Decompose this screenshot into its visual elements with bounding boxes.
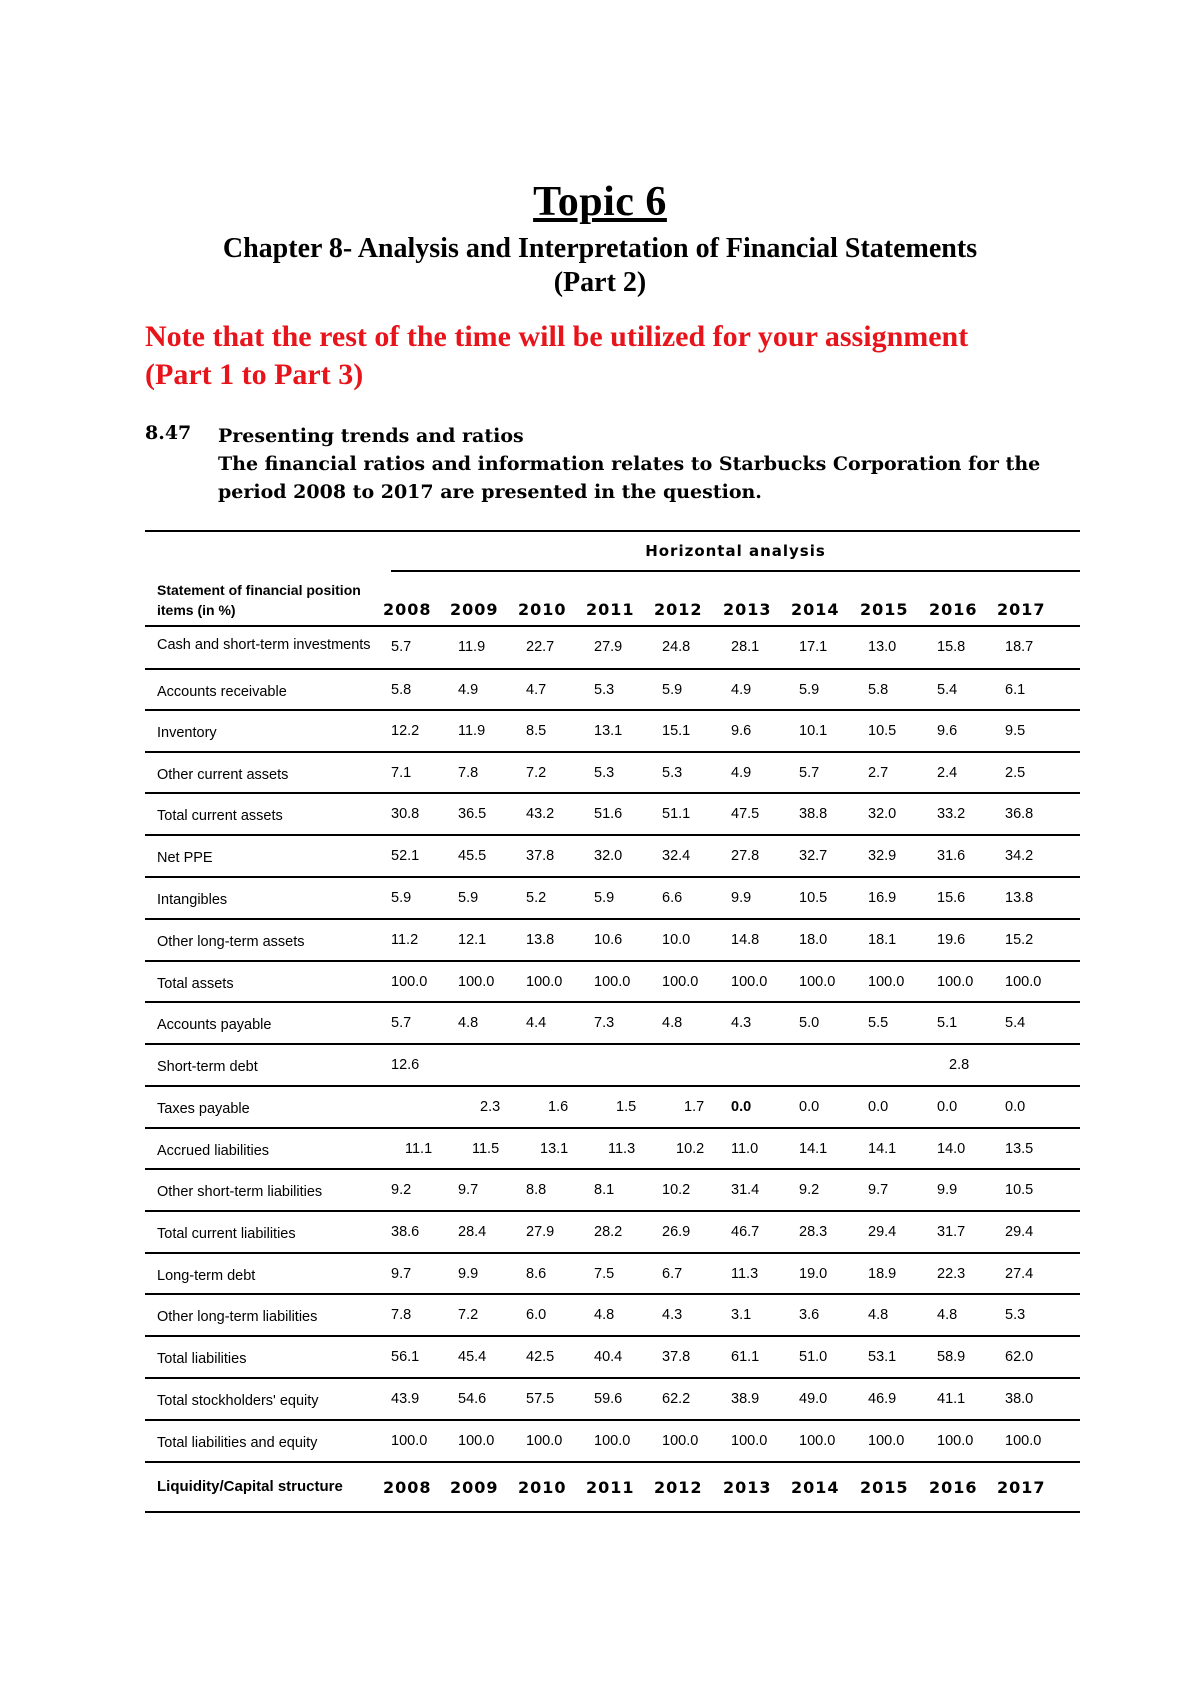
cell-inventory-2014: 10.1 [799, 723, 828, 739]
cell-total-liabilities-2015: 53.1 [868, 1349, 897, 1365]
cell-intangibles-2017: 13.8 [1005, 890, 1034, 906]
row-label: Net PPE [157, 850, 213, 866]
cell-accounts-payable-2008: 5.7 [391, 1015, 412, 1031]
cell-total-liabilities-and-equity-2016: 100.0 [937, 1433, 974, 1449]
cell-accounts-receivable-2017: 6.1 [1005, 682, 1026, 698]
row-label: Taxes payable [157, 1101, 250, 1117]
cell-intangibles-2008: 5.9 [391, 890, 412, 906]
row-label: Total current assets [157, 808, 283, 824]
cell-other-long-term-assets-2011: 10.6 [594, 932, 623, 948]
row-rule [145, 1085, 1080, 1087]
row-rule [145, 1043, 1080, 1045]
cell-total-assets-2014: 100.0 [799, 974, 836, 990]
footer-year-2010: 2010 [518, 1478, 567, 1497]
cell-inventory-2017: 9.5 [1005, 723, 1026, 739]
cell-total-current-liabilities-2010: 27.9 [526, 1224, 555, 1240]
cell-total-assets-2011: 100.0 [594, 974, 631, 990]
page-title: Topic 6 [533, 179, 667, 225]
cell-cash-and-short-term-investments-2012: 24.8 [662, 639, 691, 655]
cell-total-assets-2010: 100.0 [526, 974, 563, 990]
cell-cash-and-short-term-investments-2009: 11.9 [458, 639, 486, 655]
cell-total-current-liabilities-2016: 31.7 [937, 1224, 966, 1240]
cell-total-stockholders-equity-2013: 38.9 [731, 1391, 760, 1407]
cell-other-long-term-liabilities-2017: 5.3 [1005, 1307, 1026, 1323]
cell-intangibles-2013: 9.9 [731, 890, 752, 906]
note-line-2: (Part 1 to Part 3) [145, 358, 364, 391]
cell-accounts-receivable-2015: 5.8 [868, 682, 889, 698]
table-top-rule [145, 530, 1080, 532]
cell-taxes-payable-2009: 2.3 [480, 1099, 501, 1115]
cell-other-short-term-liabilities-2016: 9.9 [937, 1182, 958, 1198]
row-label: Total stockholders' equity [157, 1393, 319, 1409]
cell-total-stockholders-equity-2008: 43.9 [391, 1391, 420, 1407]
cell-long-term-debt-2008: 9.7 [391, 1266, 412, 1282]
cell-other-current-assets-2009: 7.8 [458, 765, 479, 781]
cell-accrued-liabilities-2014: 14.1 [799, 1141, 828, 1157]
cell-net-ppe-2015: 32.9 [868, 848, 897, 864]
cell-total-liabilities-and-equity-2015: 100.0 [868, 1433, 905, 1449]
cell-inventory-2008: 12.2 [391, 723, 420, 739]
cell-net-ppe-2009: 45.5 [458, 848, 487, 864]
cell-other-short-term-liabilities-2015: 9.7 [868, 1182, 889, 1198]
cell-total-liabilities-and-equity-2013: 100.0 [731, 1433, 768, 1449]
row-label: Cash and short-term investments [157, 637, 371, 653]
year-header-2010: 2010 [518, 600, 567, 619]
cell-cash-and-short-term-investments-2014: 17.1 [799, 639, 828, 655]
row-header: Statement of financial position items (in %) [157, 582, 361, 618]
cell-total-current-assets-2009: 36.5 [458, 806, 487, 822]
row-rule [145, 709, 1080, 711]
cell-other-long-term-assets-2017: 15.2 [1005, 932, 1034, 948]
cell-taxes-payable-2010: 1.6 [548, 1099, 569, 1115]
cell-other-long-term-liabilities-2010: 6.0 [526, 1307, 547, 1323]
cell-long-term-debt-2009: 9.9 [458, 1266, 479, 1282]
cell-total-liabilities-and-equity-2012: 100.0 [662, 1433, 699, 1449]
cell-other-long-term-assets-2008: 11.2 [391, 932, 419, 948]
cell-total-liabilities-2010: 42.5 [526, 1349, 555, 1365]
row-rule [145, 1210, 1080, 1212]
question-body [218, 422, 1098, 506]
cell-accounts-receivable-2011: 5.3 [594, 682, 615, 698]
cell-accrued-liabilities-2011: 11.3 [608, 1141, 636, 1157]
year-header-2017: 2017 [997, 600, 1046, 619]
cell-total-current-liabilities-2012: 26.9 [662, 1224, 691, 1240]
cell-total-current-liabilities-2015: 29.4 [868, 1224, 897, 1240]
cell-other-short-term-liabilities-2013: 31.4 [731, 1182, 760, 1198]
row-label: Total liabilities and equity [157, 1435, 318, 1451]
cell-long-term-debt-2016: 22.3 [937, 1266, 966, 1282]
year-header-2008: 2008 [383, 600, 432, 619]
cell-accrued-liabilities-2017: 13.5 [1005, 1141, 1034, 1157]
cell-other-long-term-assets-2014: 18.0 [799, 932, 828, 948]
cell-other-long-term-liabilities-2012: 4.3 [662, 1307, 683, 1323]
row-rule [145, 1377, 1080, 1379]
cell-intangibles-2014: 10.5 [799, 890, 828, 906]
cell-total-assets-2008: 100.0 [391, 974, 428, 990]
cell-accounts-payable-2011: 7.3 [594, 1015, 615, 1031]
cell-intangibles-2011: 5.9 [594, 890, 615, 906]
row-rule [145, 1001, 1080, 1003]
cell-taxes-payable-2015: 0.0 [868, 1099, 889, 1115]
cell-other-long-term-assets-2012: 10.0 [662, 932, 691, 948]
subtitle-line-2: (Part 2) [553, 267, 647, 298]
cell-total-current-assets-2010: 43.2 [526, 806, 555, 822]
cell-other-short-term-liabilities-2008: 9.2 [391, 1182, 412, 1198]
cell-cash-and-short-term-investments-2013: 28.1 [731, 639, 760, 655]
cell-total-current-assets-2014: 38.8 [799, 806, 828, 822]
footer-year-2011: 2011 [586, 1478, 635, 1497]
cell-accrued-liabilities-2009: 11.5 [472, 1141, 500, 1157]
cell-intangibles-2009: 5.9 [458, 890, 479, 906]
cell-long-term-debt-2015: 18.9 [868, 1266, 897, 1282]
question-heading: Presenting trends and ratios [218, 425, 524, 447]
row-rule [145, 918, 1080, 920]
cell-short-term-debt-2016: 2.8 [949, 1057, 970, 1073]
cell-long-term-debt-2010: 8.6 [526, 1266, 547, 1282]
cell-total-stockholders-equity-2016: 41.1 [937, 1391, 966, 1407]
cell-intangibles-2016: 15.6 [937, 890, 966, 906]
cell-other-current-assets-2011: 5.3 [594, 765, 615, 781]
footer-label: Liquidity/Capital structure [157, 1478, 343, 1495]
group-header-rule [391, 570, 1080, 572]
row-label: Total current liabilities [157, 1226, 296, 1242]
question-text-line-1: The financial ratios and information relates to Starbucks Corporation for the [218, 453, 1041, 475]
subtitle-line-1: Chapter 8- Analysis and Interpretation of Financial Statements [222, 233, 978, 264]
cell-accrued-liabilities-2008: 11.1 [405, 1141, 433, 1157]
cell-total-liabilities-2013: 61.1 [731, 1349, 760, 1365]
cell-other-long-term-liabilities-2011: 4.8 [594, 1307, 615, 1323]
cell-total-liabilities-2017: 62.0 [1005, 1349, 1034, 1365]
cell-accrued-liabilities-2010: 13.1 [540, 1141, 569, 1157]
cell-other-short-term-liabilities-2017: 10.5 [1005, 1182, 1034, 1198]
cell-cash-and-short-term-investments-2008: 5.7 [391, 639, 412, 655]
cell-net-ppe-2008: 52.1 [391, 848, 420, 864]
cell-total-current-liabilities-2017: 29.4 [1005, 1224, 1034, 1240]
row-label: Other long-term liabilities [157, 1309, 318, 1325]
cell-other-current-assets-2013: 4.9 [731, 765, 752, 781]
cell-other-long-term-liabilities-2016: 4.8 [937, 1307, 958, 1323]
question-text-line-2: period 2008 to 2017 are presented in the question. [218, 481, 762, 503]
cell-inventory-2016: 9.6 [937, 723, 958, 739]
row-label: Other long-term assets [157, 934, 305, 950]
question-number: 8.47 [145, 422, 192, 444]
cell-total-stockholders-equity-2014: 49.0 [799, 1391, 828, 1407]
cell-total-liabilities-2008: 56.1 [391, 1349, 420, 1365]
cell-total-stockholders-equity-2015: 46.9 [868, 1391, 897, 1407]
cell-other-current-assets-2017: 2.5 [1005, 765, 1026, 781]
cell-total-liabilities-2011: 40.4 [594, 1349, 623, 1365]
row-rule [145, 960, 1080, 962]
row-rule [145, 1252, 1080, 1254]
cell-other-long-term-assets-2016: 19.6 [937, 932, 966, 948]
cell-cash-and-short-term-investments-2015: 13.0 [868, 639, 897, 655]
cell-net-ppe-2010: 37.8 [526, 848, 555, 864]
footer-year-2017: 2017 [997, 1478, 1046, 1497]
cell-other-current-assets-2010: 7.2 [526, 765, 547, 781]
row-rule [145, 1419, 1080, 1421]
cell-total-liabilities-2012: 37.8 [662, 1349, 691, 1365]
cell-total-current-assets-2013: 47.5 [731, 806, 760, 822]
cell-total-liabilities-and-equity-2008: 100.0 [391, 1433, 428, 1449]
cell-long-term-debt-2017: 27.4 [1005, 1266, 1034, 1282]
cell-total-assets-2015: 100.0 [868, 974, 905, 990]
cell-long-term-debt-2013: 11.3 [731, 1266, 759, 1282]
row-rule [145, 1168, 1080, 1170]
cell-accounts-receivable-2013: 4.9 [731, 682, 752, 698]
cell-total-current-assets-2016: 33.2 [937, 806, 966, 822]
cell-total-stockholders-equity-2010: 57.5 [526, 1391, 555, 1407]
cell-intangibles-2015: 16.9 [868, 890, 897, 906]
cell-taxes-payable-2012: 1.7 [684, 1099, 705, 1115]
cell-other-long-term-liabilities-2015: 4.8 [868, 1307, 889, 1323]
table-bottom-rule [145, 1511, 1080, 1513]
year-header-2011: 2011 [586, 600, 635, 619]
cell-total-current-liabilities-2009: 28.4 [458, 1224, 487, 1240]
chapter-subtitle [0, 232, 1200, 300]
cell-total-liabilities-and-equity-2011: 100.0 [594, 1433, 631, 1449]
row-rule [145, 1461, 1080, 1463]
cell-accrued-liabilities-2012: 10.2 [676, 1141, 705, 1157]
cell-other-current-assets-2008: 7.1 [391, 765, 412, 781]
cell-other-long-term-liabilities-2013: 3.1 [731, 1307, 752, 1323]
row-label: Long-term debt [157, 1268, 256, 1284]
cell-accounts-payable-2017: 5.4 [1005, 1015, 1026, 1031]
row-label: Intangibles [157, 892, 228, 908]
cell-inventory-2013: 9.6 [731, 723, 752, 739]
cell-other-current-assets-2012: 5.3 [662, 765, 683, 781]
header-rule [145, 625, 1080, 627]
cell-other-short-term-liabilities-2009: 9.7 [458, 1182, 479, 1198]
cell-accrued-liabilities-2013: 11.0 [731, 1141, 759, 1157]
cell-inventory-2011: 13.1 [594, 723, 623, 739]
cell-other-short-term-liabilities-2010: 8.8 [526, 1182, 547, 1198]
cell-accounts-payable-2013: 4.3 [731, 1015, 752, 1031]
cell-other-long-term-assets-2010: 13.8 [526, 932, 555, 948]
row-rule [145, 1127, 1080, 1129]
footer-year-2008: 2008 [383, 1478, 432, 1497]
row-rule [145, 876, 1080, 878]
footer-year-2013: 2013 [723, 1478, 772, 1497]
cell-inventory-2010: 8.5 [526, 723, 547, 739]
cell-other-long-term-assets-2009: 12.1 [458, 932, 487, 948]
cell-taxes-payable-2013: 0.0 [731, 1099, 752, 1115]
cell-accounts-payable-2016: 5.1 [937, 1015, 958, 1031]
footer-year-2012: 2012 [654, 1478, 703, 1497]
cell-total-current-liabilities-2013: 46.7 [731, 1224, 760, 1240]
cell-net-ppe-2016: 31.6 [937, 848, 966, 864]
footer-year-2015: 2015 [860, 1478, 909, 1497]
row-rule [145, 1335, 1080, 1337]
cell-accounts-receivable-2014: 5.9 [799, 682, 820, 698]
cell-other-short-term-liabilities-2011: 8.1 [594, 1182, 615, 1198]
year-header-2009: 2009 [450, 600, 499, 619]
cell-total-current-assets-2012: 51.1 [662, 806, 691, 822]
cell-accounts-receivable-2012: 5.9 [662, 682, 683, 698]
group-header: Horizontal analysis [645, 542, 826, 560]
row-rule [145, 1293, 1080, 1295]
cell-total-stockholders-equity-2012: 62.2 [662, 1391, 691, 1407]
cell-other-current-assets-2015: 2.7 [868, 765, 889, 781]
cell-short-term-debt-2008: 12.6 [391, 1057, 420, 1073]
cell-other-current-assets-2016: 2.4 [937, 765, 958, 781]
row-rule [145, 668, 1080, 670]
cell-total-liabilities-2009: 45.4 [458, 1349, 487, 1365]
year-header-2012: 2012 [654, 600, 703, 619]
cell-accrued-liabilities-2016: 14.0 [937, 1141, 966, 1157]
cell-total-assets-2017: 100.0 [1005, 974, 1042, 990]
cell-total-current-liabilities-2008: 38.6 [391, 1224, 420, 1240]
cell-net-ppe-2017: 34.2 [1005, 848, 1034, 864]
cell-other-short-term-liabilities-2012: 10.2 [662, 1182, 691, 1198]
cell-total-current-assets-2011: 51.6 [594, 806, 623, 822]
row-label: Other short-term liabilities [157, 1184, 323, 1200]
cell-other-short-term-liabilities-2014: 9.2 [799, 1182, 820, 1198]
cell-long-term-debt-2012: 6.7 [662, 1266, 683, 1282]
footer-year-2016: 2016 [929, 1478, 978, 1497]
cell-total-stockholders-equity-2011: 59.6 [594, 1391, 623, 1407]
year-header-2015: 2015 [860, 600, 909, 619]
cell-total-liabilities-and-equity-2009: 100.0 [458, 1433, 495, 1449]
cell-total-liabilities-and-equity-2014: 100.0 [799, 1433, 836, 1449]
cell-taxes-payable-2011: 1.5 [616, 1099, 637, 1115]
cell-total-current-liabilities-2011: 28.2 [594, 1224, 623, 1240]
row-label: Other current assets [157, 767, 289, 783]
cell-accounts-receivable-2010: 4.7 [526, 682, 547, 698]
cell-inventory-2015: 10.5 [868, 723, 897, 739]
cell-total-current-assets-2008: 30.8 [391, 806, 420, 822]
cell-accounts-payable-2012: 4.8 [662, 1015, 683, 1031]
row-label: Accounts receivable [157, 684, 287, 700]
row-rule [145, 792, 1080, 794]
cell-total-stockholders-equity-2009: 54.6 [458, 1391, 487, 1407]
cell-cash-and-short-term-investments-2010: 22.7 [526, 639, 555, 655]
row-label: Total assets [157, 976, 234, 992]
cell-total-liabilities-and-equity-2017: 100.0 [1005, 1433, 1042, 1449]
cell-accounts-payable-2010: 4.4 [526, 1015, 547, 1031]
cell-other-long-term-assets-2015: 18.1 [868, 932, 897, 948]
cell-other-long-term-liabilities-2014: 3.6 [799, 1307, 820, 1323]
row-label: Accounts payable [157, 1017, 272, 1033]
cell-total-stockholders-equity-2017: 38.0 [1005, 1391, 1034, 1407]
note-line-1: Note that the rest of the time will be utilized for your assignment [145, 320, 969, 353]
cell-net-ppe-2011: 32.0 [594, 848, 623, 864]
cell-other-long-term-assets-2013: 14.8 [731, 932, 760, 948]
year-header-2014: 2014 [791, 600, 840, 619]
row-label: Inventory [157, 725, 217, 741]
cell-accounts-payable-2014: 5.0 [799, 1015, 820, 1031]
cell-inventory-2012: 15.1 [662, 723, 691, 739]
cell-accounts-receivable-2009: 4.9 [458, 682, 479, 698]
cell-long-term-debt-2014: 19.0 [799, 1266, 828, 1282]
year-header-2013: 2013 [723, 600, 772, 619]
cell-taxes-payable-2014: 0.0 [799, 1099, 820, 1115]
cell-cash-and-short-term-investments-2016: 15.8 [937, 639, 966, 655]
year-header-2016: 2016 [929, 600, 978, 619]
row-label: Total liabilities [157, 1351, 247, 1367]
cell-inventory-2009: 11.9 [458, 723, 486, 739]
cell-cash-and-short-term-investments-2011: 27.9 [594, 639, 623, 655]
cell-total-assets-2012: 100.0 [662, 974, 699, 990]
cell-total-assets-2009: 100.0 [458, 974, 495, 990]
cell-other-current-assets-2014: 5.7 [799, 765, 820, 781]
cell-intangibles-2010: 5.2 [526, 890, 547, 906]
assignment-note [145, 318, 1085, 394]
cell-total-liabilities-2014: 51.0 [799, 1349, 828, 1365]
cell-intangibles-2012: 6.6 [662, 890, 683, 906]
cell-taxes-payable-2016: 0.0 [937, 1099, 958, 1115]
row-label: Accrued liabilities [157, 1143, 270, 1159]
cell-total-current-assets-2015: 32.0 [868, 806, 897, 822]
cell-other-long-term-liabilities-2008: 7.8 [391, 1307, 412, 1323]
footer-year-2009: 2009 [450, 1478, 499, 1497]
row-rule [145, 751, 1080, 753]
cell-total-liabilities-2016: 58.9 [937, 1349, 966, 1365]
cell-total-current-assets-2017: 36.8 [1005, 806, 1034, 822]
row-label: Short-term debt [157, 1059, 258, 1075]
cell-total-current-liabilities-2014: 28.3 [799, 1224, 828, 1240]
cell-other-long-term-liabilities-2009: 7.2 [458, 1307, 479, 1323]
cell-accounts-payable-2009: 4.8 [458, 1015, 479, 1031]
cell-taxes-payable-2017: 0.0 [1005, 1099, 1026, 1115]
cell-total-assets-2013: 100.0 [731, 974, 768, 990]
cell-net-ppe-2013: 27.8 [731, 848, 760, 864]
cell-net-ppe-2012: 32.4 [662, 848, 691, 864]
cell-net-ppe-2014: 32.7 [799, 848, 828, 864]
cell-total-assets-2016: 100.0 [937, 974, 974, 990]
cell-long-term-debt-2011: 7.5 [594, 1266, 615, 1282]
cell-total-liabilities-and-equity-2010: 100.0 [526, 1433, 563, 1449]
footer-year-2014: 2014 [791, 1478, 840, 1497]
cell-accounts-receivable-2008: 5.8 [391, 682, 412, 698]
cell-cash-and-short-term-investments-2017: 18.7 [1005, 639, 1034, 655]
cell-accounts-receivable-2016: 5.4 [937, 682, 958, 698]
cell-accrued-liabilities-2015: 14.1 [868, 1141, 897, 1157]
cell-accounts-payable-2015: 5.5 [868, 1015, 889, 1031]
row-rule [145, 834, 1080, 836]
